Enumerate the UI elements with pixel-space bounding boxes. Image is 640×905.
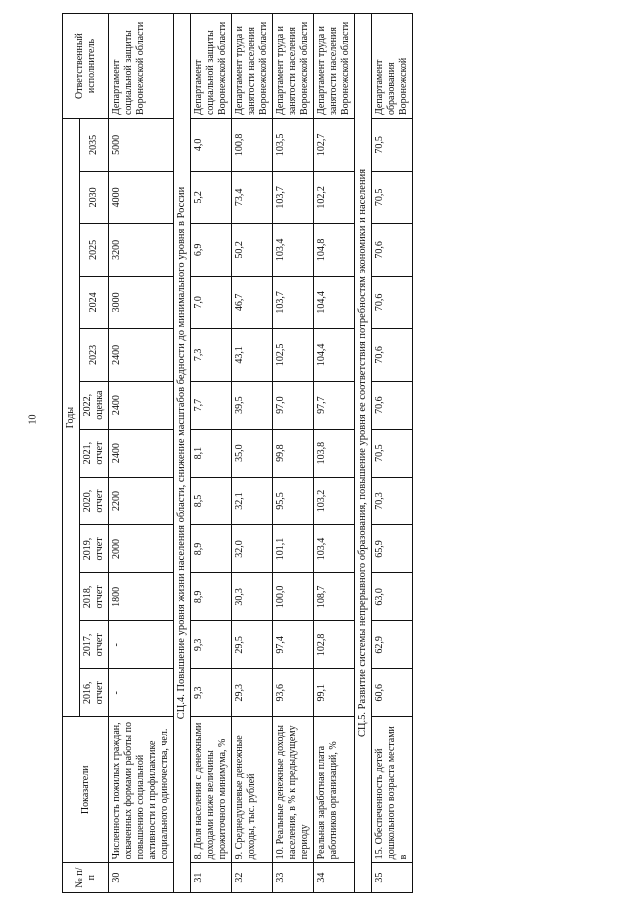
row-number: 31 xyxy=(191,863,232,893)
row-responsible: Департамент труда и занятости населения Воронежской области xyxy=(314,14,355,119)
header-num: № п/п xyxy=(63,863,109,893)
rotated-table-sheet xyxy=(62,13,582,893)
row-value: 70,6 xyxy=(372,381,413,429)
row-number: 32 xyxy=(232,863,273,893)
indicators-table xyxy=(62,13,413,893)
row-value: 2200 xyxy=(109,477,174,525)
row-responsible: Департамент труда и занятости населения Воронежской области xyxy=(273,14,314,119)
row-value: 70,5 xyxy=(372,171,413,224)
row-value: 5000 xyxy=(109,119,174,172)
row-value: 104,4 xyxy=(314,276,355,329)
row-value: 102,2 xyxy=(314,171,355,224)
row-value: 29,3 xyxy=(232,669,273,717)
row-number: 33 xyxy=(273,863,314,893)
section-row xyxy=(174,14,191,893)
row-value: 101,1 xyxy=(273,525,314,573)
row-value: 103,4 xyxy=(273,224,314,277)
row-value: 62,9 xyxy=(372,621,413,669)
row-value: 97,4 xyxy=(273,621,314,669)
table-row xyxy=(372,14,413,893)
row-indicator: 15. Обеспеченность детей дошкольного возраста местами в xyxy=(372,717,413,863)
row-value: 70,6 xyxy=(372,224,413,277)
row-value: 100,0 xyxy=(273,573,314,621)
row-number: 35 xyxy=(372,863,413,893)
row-value: 4000 xyxy=(109,171,174,224)
header-year: 2017, отчет xyxy=(80,621,109,669)
header-years-group: Годы xyxy=(63,119,80,717)
header-responsible: Ответственный исполнитель xyxy=(63,14,109,119)
header-year: 2018, отчет xyxy=(80,573,109,621)
row-value: 50,2 xyxy=(232,224,273,277)
table-row xyxy=(314,14,355,893)
row-value: 7,7 xyxy=(191,381,232,429)
section-title: СЦ.4. Повышение уровня жизни населения области, снижение масштабов бедности до минимального уровня в России xyxy=(174,14,191,893)
row-value: 102,7 xyxy=(314,119,355,172)
row-value: 1800 xyxy=(109,573,174,621)
row-value: 2400 xyxy=(109,429,174,477)
row-indicator: 10. Реальные денежные доходы населения, в % к предыдущему периоду xyxy=(273,717,314,863)
row-value: 46,7 xyxy=(232,276,273,329)
row-value: - xyxy=(109,621,174,669)
row-responsible: Департамент образования Воронежской xyxy=(372,14,413,119)
row-value: 99,1 xyxy=(314,669,355,717)
row-indicator: Реальная заработная плата работников организаций, % xyxy=(314,717,355,863)
row-value: 3000 xyxy=(109,276,174,329)
row-value: 70,5 xyxy=(372,119,413,172)
table-row xyxy=(273,14,314,893)
row-value: 103,5 xyxy=(273,119,314,172)
row-value: 65,9 xyxy=(372,525,413,573)
row-value: 104,4 xyxy=(314,329,355,382)
header-year: 2024 xyxy=(80,276,109,329)
row-value: 95,5 xyxy=(273,477,314,525)
row-value: 8,1 xyxy=(191,429,232,477)
row-number: 30 xyxy=(109,863,174,893)
row-responsible: Департамент социальной защиты Воронежской области xyxy=(109,14,174,119)
row-value: 108,7 xyxy=(314,573,355,621)
row-value: 99,8 xyxy=(273,429,314,477)
row-value: 63,0 xyxy=(372,573,413,621)
header-year: 2021, отчет xyxy=(80,429,109,477)
row-value: 60,6 xyxy=(372,669,413,717)
row-value: 2400 xyxy=(109,381,174,429)
row-value: 103,4 xyxy=(314,525,355,573)
row-value: 8,9 xyxy=(191,525,232,573)
header-year: 2020, отчет xyxy=(80,477,109,525)
row-value: 2000 xyxy=(109,525,174,573)
row-value: 97,7 xyxy=(314,381,355,429)
row-value: 7,3 xyxy=(191,329,232,382)
table-body xyxy=(109,14,413,893)
row-value: 103,8 xyxy=(314,429,355,477)
header-year: 2030 xyxy=(80,171,109,224)
row-indicator: Численность пожилых граждан, охваченных формами работы по повышению социальной активности и профилактике социального одиночества, чел. xyxy=(109,717,174,863)
row-number: 34 xyxy=(314,863,355,893)
header-row-1 xyxy=(63,14,80,893)
row-value: 35,0 xyxy=(232,429,273,477)
row-value: 9,3 xyxy=(191,621,232,669)
row-value: 8,9 xyxy=(191,573,232,621)
row-value: 8,5 xyxy=(191,477,232,525)
header-year: 2019, отчет xyxy=(80,525,109,573)
header-indicator: Показатели xyxy=(63,717,109,863)
row-value: 32,1 xyxy=(232,477,273,525)
row-value: 43,1 xyxy=(232,329,273,382)
row-value: 9,3 xyxy=(191,669,232,717)
page-number: 10 xyxy=(27,414,39,425)
row-value: - xyxy=(109,669,174,717)
row-indicator: 9. Среднедушевые денежные доходы, тыс. рублей xyxy=(232,717,273,863)
table-row xyxy=(191,14,232,893)
row-value: 103,2 xyxy=(314,477,355,525)
row-value: 104,8 xyxy=(314,224,355,277)
row-value: 102,8 xyxy=(314,621,355,669)
header-year: 2023 xyxy=(80,329,109,382)
row-value: 70,5 xyxy=(372,429,413,477)
row-value: 29,5 xyxy=(232,621,273,669)
row-value: 70,6 xyxy=(372,329,413,382)
table-row xyxy=(232,14,273,893)
row-value: 4,0 xyxy=(191,119,232,172)
row-value: 30,3 xyxy=(232,573,273,621)
section-row xyxy=(355,14,372,893)
header-year: 2016, отчет xyxy=(80,669,109,717)
row-value: 97,0 xyxy=(273,381,314,429)
row-value: 73,4 xyxy=(232,171,273,224)
section-title: СЦ.5. Развитие системы непрерывного образования, повышение уровня ее соответствия потребностям экономики и населения xyxy=(355,14,372,893)
row-value: 93,6 xyxy=(273,669,314,717)
row-value: 32,0 xyxy=(232,525,273,573)
header-year: 2022, оценка xyxy=(80,381,109,429)
row-value: 70,3 xyxy=(372,477,413,525)
row-value: 2400 xyxy=(109,329,174,382)
row-responsible: Департамент труда и занятости населения Воронежской области xyxy=(232,14,273,119)
row-value: 6,9 xyxy=(191,224,232,277)
row-value: 7,0 xyxy=(191,276,232,329)
row-value: 102,5 xyxy=(273,329,314,382)
row-value: 5,2 xyxy=(191,171,232,224)
row-value: 103,7 xyxy=(273,276,314,329)
row-value: 103,7 xyxy=(273,171,314,224)
row-value: 100,8 xyxy=(232,119,273,172)
row-responsible: Департамент социальной защиты Воронежской области xyxy=(191,14,232,119)
table-row xyxy=(109,14,174,893)
row-value: 39,5 xyxy=(232,381,273,429)
row-value: 3200 xyxy=(109,224,174,277)
header-year: 2025 xyxy=(80,224,109,277)
header-year: 2035 xyxy=(80,119,109,172)
row-value: 70,6 xyxy=(372,276,413,329)
row-indicator: 8. Доля населения с денежными доходами ниже величины прожиточного минимума, % xyxy=(191,717,232,863)
